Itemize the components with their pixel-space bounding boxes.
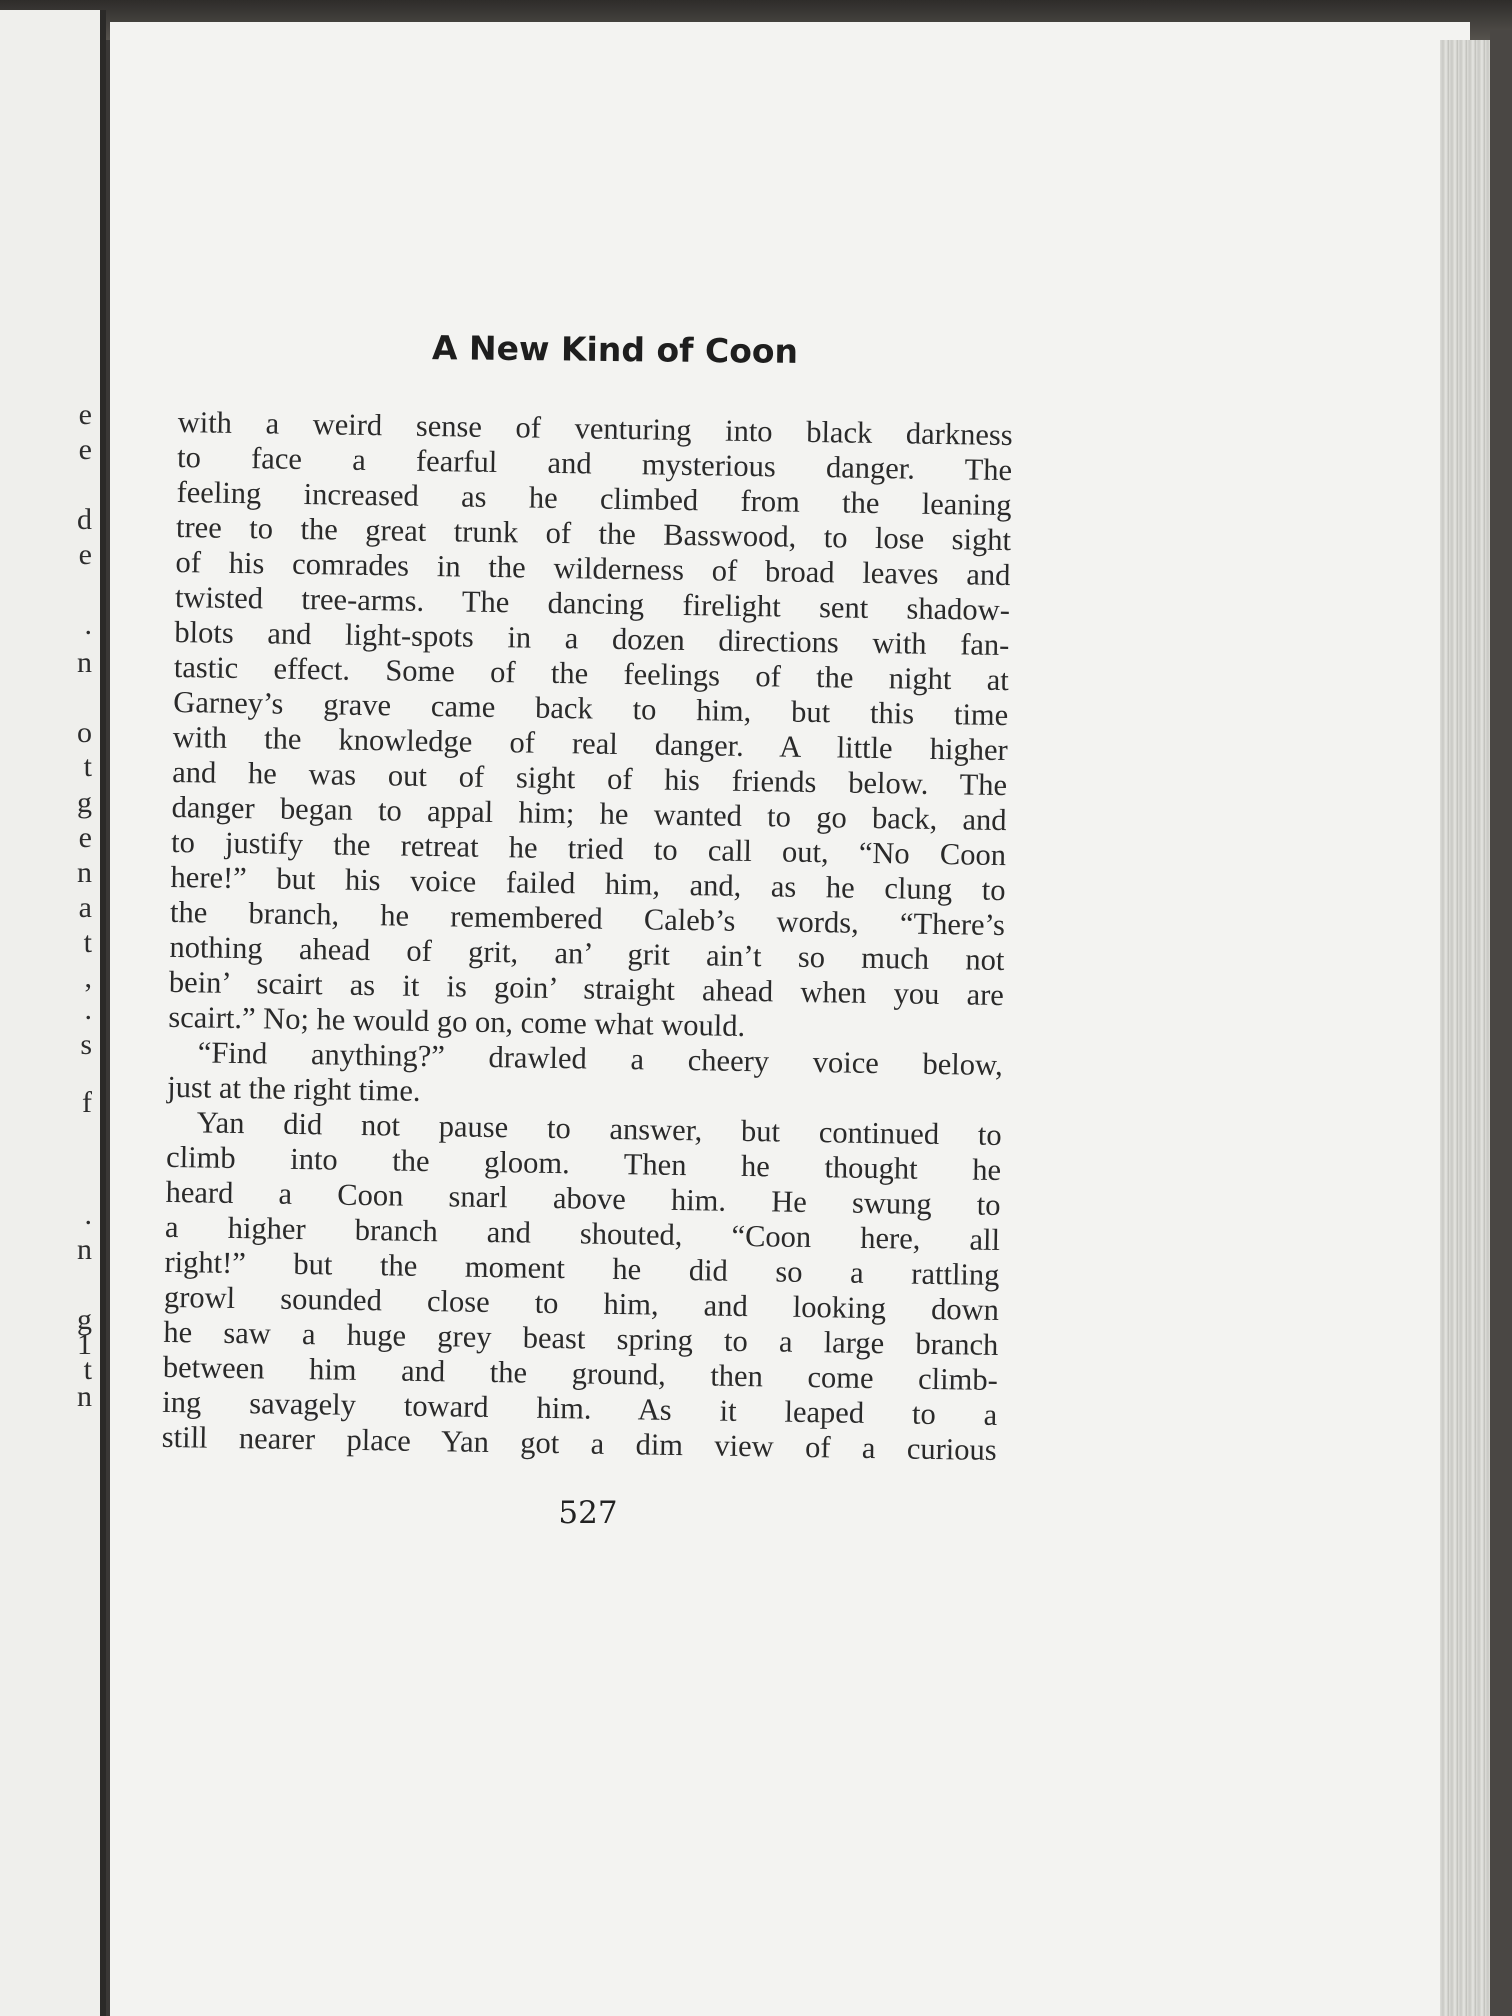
facing-page-char: d — [77, 503, 92, 536]
text-line: he saw a huge grey beast spring to a large branch — [163, 1314, 999, 1362]
text-line: between him and the ground, then come climb- — [162, 1349, 999, 1397]
book-cover-edge — [1490, 30, 1512, 2016]
facing-page-char: . — [84, 1198, 92, 1231]
text-line: of his comrades in the wilderness of broad leaves and — [175, 544, 1011, 593]
facing-page-edge — [0, 10, 106, 2016]
text-line: danger began to appal him; he wanted to go back, and — [171, 789, 1007, 838]
facing-page-char: e — [78, 398, 92, 431]
text-line: ing savagely toward him. As it leaped to a — [162, 1384, 998, 1432]
facing-page-char: e — [78, 821, 92, 854]
text-line: and he was out of sight of his friends below. The — [171, 754, 1008, 803]
text-line: feeling increased as he climbed from the leaning — [176, 474, 1012, 523]
facing-page-char: . — [84, 608, 92, 641]
facing-page-char: e — [78, 433, 92, 466]
text-line: a higher branch and shouted, “Coon here, all — [164, 1209, 1001, 1258]
text-line: with a weird sense of venturing into black darkness — [177, 405, 1013, 453]
facing-page-char: t — [83, 926, 92, 959]
text-line: to justify the retreat he tried to call out, “No Coon — [170, 824, 1007, 873]
running-head: A New Kind of Coon — [431, 328, 799, 371]
text-line: climb into the gloom. Then he thought he — [165, 1139, 1002, 1188]
facing-page-char: t — [83, 1353, 92, 1386]
text-line: with the knowledge of real danger. A little higher — [172, 719, 1008, 768]
text-line: blots and light-spots in a dozen directions with fan- — [174, 614, 1010, 663]
facing-page-char: 1 — [77, 1328, 92, 1361]
facing-page-char: , — [84, 961, 92, 994]
text-line: heard a Coon snarl above him. He swung to — [165, 1174, 1001, 1223]
facing-page-char: n — [77, 1380, 92, 1413]
text-line: bein’ scairt as it is goin’ straight ahead when you are — [168, 964, 1005, 1013]
page-number: 527 — [558, 1495, 618, 1531]
text-line: just at the right time. — [167, 1069, 421, 1108]
text-line: scairt.” No; he would go on, come what would. — [168, 999, 746, 1043]
facing-page-char: s — [80, 1028, 92, 1061]
facing-page-char: o — [77, 716, 92, 749]
facing-page-char: a — [78, 891, 92, 924]
body-text — [162, 405, 1013, 1468]
text-line: here!” but his voice failed him, and, as he clung to — [170, 859, 1006, 908]
facing-page-char: t — [83, 750, 92, 783]
facing-page-char: n — [77, 856, 92, 889]
text-line: the branch, he remembered Caleb’s words, “There’s — [169, 894, 1006, 943]
facing-page-char: n — [77, 1233, 92, 1266]
text-line: twisted tree-arms. The dancing firelight sent shadow- — [174, 579, 1011, 628]
facing-page-char: f — [82, 1086, 92, 1119]
text-line: to face a fearful and mysterious danger. The — [176, 439, 1013, 488]
text-line: Yan did not pause to answer, but continued to — [196, 1105, 1002, 1153]
facing-page-char: n — [77, 646, 92, 679]
text-line: nothing ahead of grit, an’ grit ain’t so much not — [169, 929, 1005, 978]
text-line: still nearer place Yan got a dim view of a curious — [161, 1419, 997, 1467]
text-line: “Find anything?” drawled a cheery voice below, — [197, 1035, 1004, 1083]
text-line: tastic effect. Some of the feelings of the night at — [173, 649, 1010, 698]
text-line: Garney’s grave came back to him, but this time — [173, 684, 1009, 733]
text-line: growl sounded close to him, and looking down — [163, 1279, 1000, 1328]
facing-page-char: g — [77, 786, 92, 819]
facing-page-char: e — [78, 538, 92, 571]
text-line: tree to the great trunk of the Basswood, to lose sight — [175, 509, 1012, 558]
facing-page-char: g — [77, 1303, 92, 1336]
text-line: right!” but the moment he did so a rattling — [164, 1244, 1000, 1293]
facing-page-char: . — [84, 993, 92, 1026]
